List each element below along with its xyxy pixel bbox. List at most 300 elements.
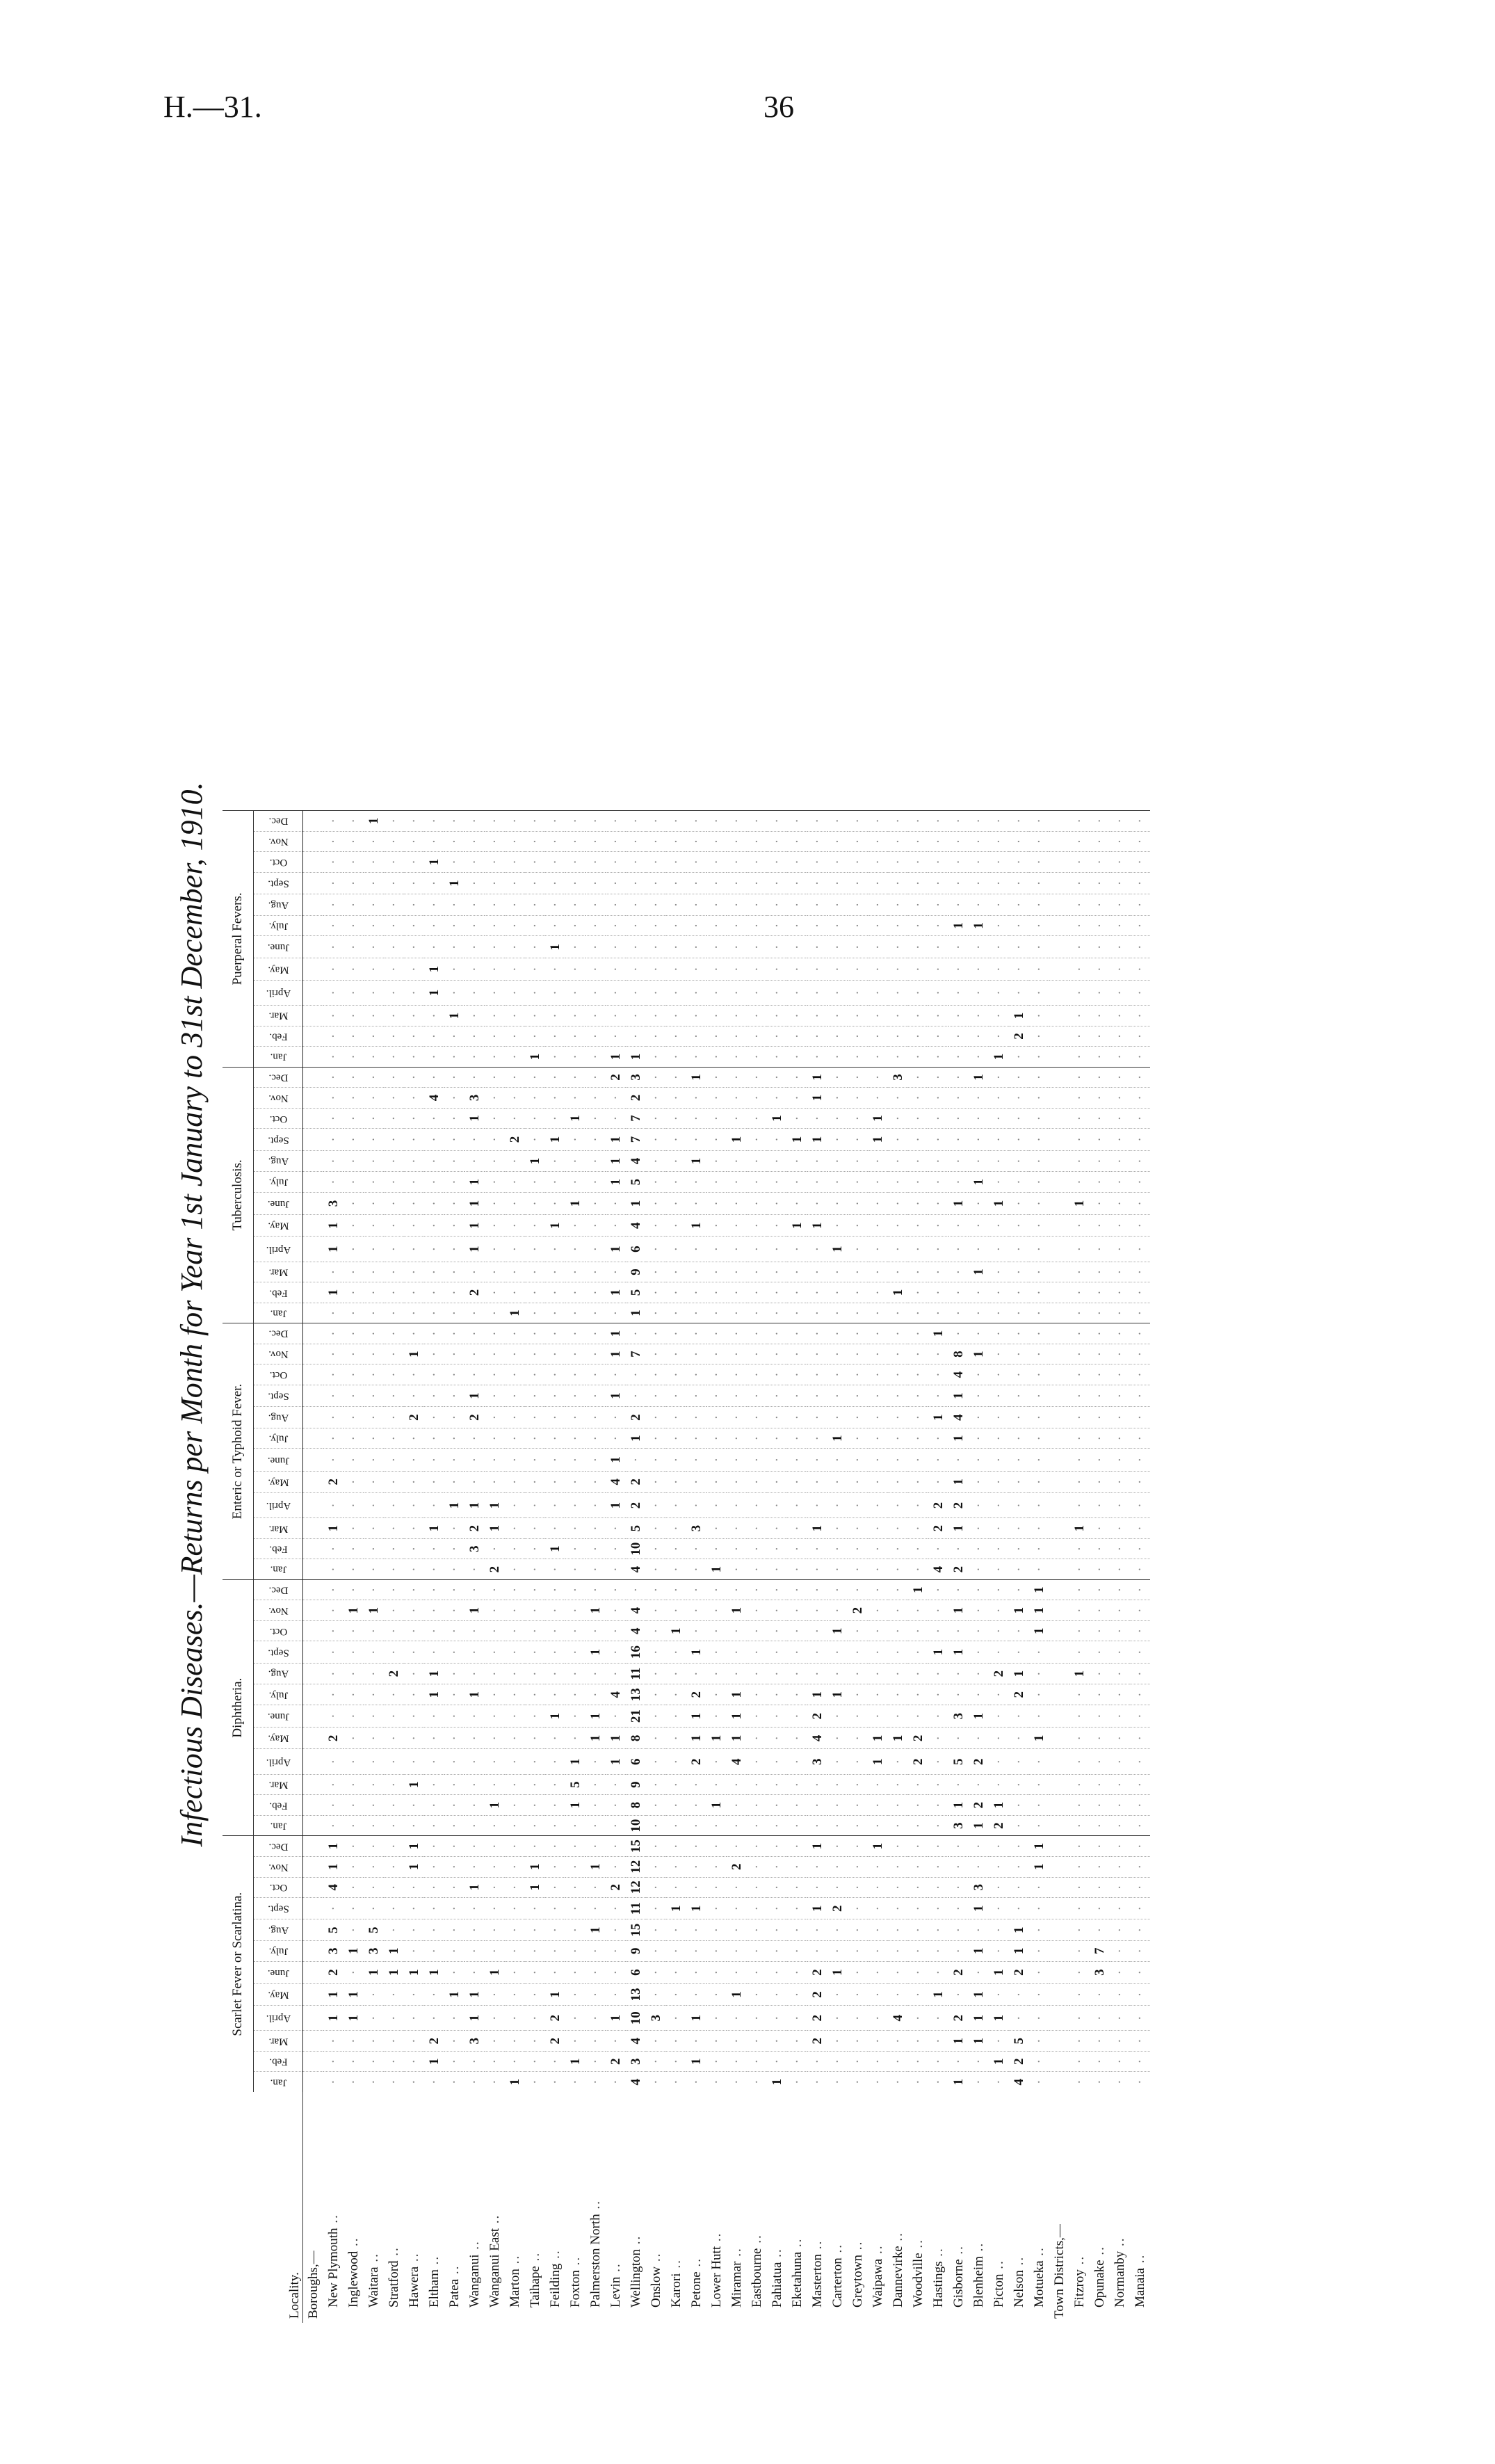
data-cell: · [505,1364,525,1385]
data-cell: · [464,1150,485,1172]
data-cell: · [1110,1705,1130,1727]
data-cell: 1 [807,1836,827,1857]
data-cell: · [344,1108,364,1129]
data-cell: 7 [626,1129,646,1150]
spacer-cell [303,1620,324,1641]
data-cell: · [444,1836,464,1857]
data-cell: · [384,1579,404,1600]
month-header: Feb. [254,1282,303,1303]
section-label: Town Districts,— [1051,2224,1067,2319]
data-cell: · [323,1559,344,1580]
data-cell: · [1090,1407,1110,1428]
data-cell: · [888,1774,908,1795]
data-cell: · [384,1108,404,1129]
data-cell: · [868,1323,888,1344]
data-cell: 1 [969,1172,989,1193]
data-cell: · [1029,1471,1049,1492]
data-cell: · [424,1303,444,1323]
month-header: Nov. [254,1344,303,1364]
data-cell: · [1029,1919,1049,1941]
data-cell: · [585,1385,606,1406]
data-cell: · [444,1620,464,1641]
data-cell: · [646,1407,666,1428]
data-cell: · [969,1471,989,1492]
data-cell: · [868,2052,888,2072]
data-cell: · [384,852,404,873]
data-cell: · [666,1856,686,1877]
data-cell: · [1029,1705,1049,1727]
data-cell: · [787,1705,807,1727]
data-cell: · [545,1471,565,1492]
data-cell: · [1009,1067,1029,1088]
data-cell: · [868,958,888,980]
data-cell: 1 [969,1705,989,1727]
data-cell: · [848,1559,868,1580]
data-cell: · [1069,1215,1090,1237]
month-header: Mar. [254,1518,303,1539]
data-cell: · [928,1815,948,1836]
data-cell: · [525,1728,545,1749]
data-cell: · [384,831,404,852]
spacer-cell [1049,1407,1069,1428]
data-cell: · [545,811,565,832]
data-cell: · [565,958,585,980]
data-cell: · [807,1150,827,1172]
data-cell: · [747,1663,767,1684]
data-cell: · [1090,980,1110,1005]
data-cell: · [1069,1150,1090,1172]
data-cell: · [1130,1047,1150,1068]
data-cell: · [344,936,364,958]
data-cell: · [666,1344,686,1364]
data-cell: · [706,1641,727,1663]
data-cell: · [646,1108,666,1129]
data-cell: 10 [626,1815,646,1836]
data-cell: · [848,1620,868,1641]
table-row [585,811,606,2323]
data-cell: · [908,1983,928,2005]
data-cell: · [404,1898,424,1919]
data-cell: · [364,1471,384,1492]
data-cell: · [404,1108,424,1129]
data-cell: · [888,1600,908,1621]
data-cell: 1 [565,1192,585,1214]
rotated-table-block [174,153,1370,2323]
data-cell: · [424,1385,444,1406]
data-cell: · [1110,936,1130,958]
data-cell: · [424,2072,444,2092]
data-cell: · [908,1385,928,1406]
data-cell: · [827,1006,848,1026]
data-cell: · [1110,811,1130,832]
data-cell: · [787,1749,807,1774]
table-row [606,811,626,2323]
data-cell: 1 [989,2006,1009,2031]
data-cell: 1 [727,1705,747,1727]
data-cell: 1 [948,2031,969,2052]
data-cell: · [364,1215,384,1237]
table-row [404,811,424,2323]
month-header: Jan. [254,1815,303,1836]
data-cell: · [404,811,424,832]
data-cell: · [727,1877,747,1898]
data-cell: · [1090,1150,1110,1172]
data-cell: · [747,811,767,832]
spacer-cell [303,894,324,916]
data-cell: · [767,1471,787,1492]
data-cell: · [888,872,908,894]
data-cell: · [565,1728,585,1749]
data-cell: · [344,831,364,852]
data-cell: · [404,1088,424,1109]
data-cell: · [1090,1215,1110,1237]
data-cell: 5 [626,1282,646,1303]
data-cell: · [1029,1088,1049,1109]
data-cell: 5 [626,1172,646,1193]
data-cell: · [384,1795,404,1816]
data-cell: · [848,1364,868,1385]
data-cell: 2 [545,2006,565,2031]
data-cell: · [727,1471,747,1492]
data-cell: · [1029,1047,1049,1068]
data-cell: 1 [404,1774,424,1795]
data-cell: · [747,1795,767,1816]
data-cell: 2 [626,1088,646,1109]
data-cell: · [1029,1262,1049,1282]
data-cell: · [384,1728,404,1749]
data-cell: · [706,1449,727,1471]
data-cell: 1 [344,2006,364,2031]
data-cell: · [1009,1364,1029,1385]
data-cell: · [384,1129,404,1150]
data-cell: 1 [686,1728,706,1749]
data-cell: · [323,980,344,1005]
data-cell: · [323,1641,344,1663]
data-cell: · [1130,811,1150,832]
data-cell: 1 [989,1047,1009,1068]
data-cell: · [485,1684,505,1705]
data-cell: · [585,1579,606,1600]
data-cell: · [1110,1983,1130,2005]
data-cell: · [545,1088,565,1109]
data-cell: · [787,894,807,916]
data-cell: · [948,1663,969,1684]
data-cell: · [1130,1815,1150,1836]
data-cell: · [323,1150,344,1172]
data-cell: · [1009,915,1029,936]
data-cell: · [686,1538,706,1559]
data-cell: · [444,852,464,873]
data-cell: · [1009,2006,1029,2031]
data-cell: 5 [626,1518,646,1539]
data-cell: · [1090,1471,1110,1492]
data-cell: · [344,872,364,894]
data-cell: · [606,1815,626,1836]
month-header: Oct. [254,852,303,873]
data-cell: 1 [989,1795,1009,1816]
data-cell: · [908,958,928,980]
data-cell: · [767,894,787,916]
locality-name: Opunake .. [1092,2246,1107,2308]
data-cell: 1 [827,1961,848,1983]
data-cell: · [444,2072,464,2092]
data-cell: · [1110,1728,1130,1749]
data-cell: · [888,2072,908,2092]
data-cell: · [1029,1150,1049,1172]
data-cell: · [525,1449,545,1471]
data-cell: · [505,1237,525,1262]
data-cell: · [1069,1836,1090,1857]
data-cell: · [908,1856,928,1877]
data-cell: · [1029,1492,1049,1517]
data-cell: · [706,811,727,832]
data-cell: · [706,1303,727,1323]
data-cell: · [323,2072,344,2092]
month-header: Nov. [254,1088,303,1109]
data-cell: · [989,1108,1009,1129]
spacer-cell [303,1407,324,1428]
data-cell: · [787,1067,807,1088]
data-cell: · [1029,831,1049,852]
data-cell: · [444,1641,464,1663]
spacer-cell [1049,1385,1069,1406]
data-cell: · [747,1237,767,1262]
data-cell: · [424,1215,444,1237]
data-cell: · [686,2031,706,2052]
data-cell: · [444,1559,464,1580]
data-cell: · [606,1641,626,1663]
data-cell: · [344,1856,364,1877]
data-cell: · [344,1303,364,1323]
data-cell: · [787,1774,807,1795]
data-cell: · [1110,872,1130,894]
data-cell: · [706,1428,727,1449]
data-cell: · [444,1150,464,1172]
data-cell: · [666,831,686,852]
data-cell: · [827,1559,848,1580]
data-cell: · [848,1983,868,2005]
data-cell: · [505,1471,525,1492]
data-cell: · [364,1150,384,1172]
data-cell: 11 [626,1898,646,1919]
data-cell: · [767,872,787,894]
month-header: Dec. [254,1579,303,1600]
data-cell: · [525,1836,545,1857]
data-cell: · [585,1006,606,1026]
data-cell: · [565,1815,585,1836]
data-cell: · [969,1108,989,1129]
data-cell: · [767,1877,787,1898]
disease-group-header: Puerperal Fevers. [223,811,254,1068]
table-row [1130,811,1150,2323]
data-cell: · [384,1492,404,1517]
data-cell: 1 [727,1129,747,1150]
data-cell: · [787,1641,807,1663]
data-cell: · [1069,1108,1090,1129]
data-cell: · [585,1663,606,1684]
locality-name: Inglewood .. [346,2237,361,2308]
data-cell: · [525,1898,545,1919]
data-cell: · [323,1795,344,1816]
data-cell: · [364,915,384,936]
data-cell: 4 [323,1877,344,1898]
data-cell: · [928,1006,948,1026]
data-cell: · [1130,1856,1150,1877]
data-cell: · [565,2031,585,2052]
data-cell: · [384,1067,404,1088]
data-cell: · [323,811,344,832]
data-cell: · [848,1663,868,1684]
data-cell: · [686,936,706,958]
data-cell: · [384,1836,404,1857]
data-cell: · [585,1088,606,1109]
data-cell: · [545,1663,565,1684]
data-cell: · [565,894,585,916]
data-cell: · [767,1728,787,1749]
table-row [767,811,787,2323]
data-cell: · [928,1215,948,1237]
data-cell: · [989,1262,1009,1282]
data-cell: · [948,1047,969,1068]
data-cell: · [827,1323,848,1344]
data-cell: · [1009,1172,1029,1193]
data-cell: · [646,980,666,1005]
table-row [1029,811,1049,2323]
data-cell: · [444,1518,464,1539]
data-cell: 3 [464,1538,485,1559]
data-cell: · [444,2006,464,2031]
data-cell: · [444,915,464,936]
data-cell: · [1090,1919,1110,1941]
data-cell: · [868,980,888,1005]
data-cell: 1 [323,1237,344,1262]
table-row [908,811,928,2323]
spacer-cell [303,1961,324,1983]
data-cell: · [868,1983,888,2005]
data-cell: · [807,1282,827,1303]
data-cell: 1 [928,1407,948,1428]
data-cell: · [344,1407,364,1428]
data-cell: · [444,1192,464,1214]
data-cell: · [505,1983,525,2005]
data-cell: · [1090,1282,1110,1303]
month-header: Jan. [254,1047,303,1068]
data-cell: · [969,958,989,980]
data-cell: · [1130,1237,1150,1262]
data-cell: · [404,2072,424,2092]
data-cell: · [525,1303,545,1323]
table-row [505,811,525,2323]
data-cell: · [686,2072,706,2092]
data-cell: · [848,1449,868,1471]
data-cell: 2 [464,1518,485,1539]
data-cell: · [545,1919,565,1941]
data-cell: 15 [626,1919,646,1941]
data-cell: · [1029,1385,1049,1406]
data-cell: 1 [464,1983,485,2005]
data-cell: 1 [827,1237,848,1262]
data-cell: · [464,1663,485,1684]
data-cell: 4 [1009,2072,1029,2092]
data-cell: · [464,1067,485,1088]
month-header: Nov. [254,1856,303,1877]
data-cell: · [706,1108,727,1129]
data-cell: 1 [1029,1856,1049,1877]
data-cell: · [384,1026,404,1047]
data-cell: · [888,1559,908,1580]
data-cell: 1 [606,1492,626,1517]
data-cell: · [323,1323,344,1344]
data-cell: · [827,1172,848,1193]
data-cell: · [525,872,545,894]
data-cell: · [807,1919,827,1941]
table-title: Infectious Diseases.—Returns per Month for Year 1st January to 31st December, 1910. [175,782,209,1847]
data-cell: · [485,1856,505,1877]
data-cell: · [928,894,948,916]
data-cell: · [989,831,1009,852]
data-cell: · [344,1047,364,1068]
data-cell: 1 [565,1108,585,1129]
data-cell: · [868,1518,888,1539]
data-cell: · [1090,811,1110,832]
month-header: Oct. [254,1620,303,1641]
data-cell: · [424,1641,444,1663]
data-cell: · [404,1877,424,1898]
data-cell: · [908,1961,928,1983]
data-cell: · [948,1898,969,1919]
data-cell: · [1009,1237,1029,1262]
data-cell: · [1069,1983,1090,2005]
data-cell: · [928,1108,948,1129]
data-cell: · [404,915,424,936]
data-cell: · [444,1579,464,1600]
data-cell: · [767,1579,787,1600]
data-cell: · [686,1129,706,1150]
data-cell: · [747,1492,767,1517]
data-cell: · [545,1262,565,1282]
data-cell: · [848,980,868,1005]
table-row [1110,811,1130,2323]
data-cell: · [706,1749,727,1774]
data-cell: · [969,1192,989,1214]
data-cell: · [908,936,928,958]
data-cell: · [1029,958,1049,980]
data-cell: · [807,852,827,873]
data-cell: · [827,2006,848,2031]
data-cell: 1 [585,1919,606,1941]
data-cell: · [384,1407,404,1428]
data-cell: · [404,1047,424,1068]
data-cell: 1 [686,1641,706,1663]
month-header: Mar. [254,2031,303,2052]
data-cell: · [928,1749,948,1774]
data-cell: · [1090,2052,1110,2072]
data-cell: · [706,1983,727,2005]
data-cell: · [444,2031,464,2052]
data-cell: 15 [626,1836,646,1857]
data-cell: · [565,1215,585,1237]
data-cell: · [344,1344,364,1364]
data-cell: · [424,1877,444,1898]
data-cell: · [364,1262,384,1282]
data-cell: · [1009,980,1029,1005]
locality-header: Locality. [223,2092,303,2323]
data-cell: · [868,852,888,873]
data-cell: · [767,1856,787,1877]
data-cell: · [545,1323,565,1344]
spacer-cell [303,1941,324,1962]
data-cell: · [928,1471,948,1492]
